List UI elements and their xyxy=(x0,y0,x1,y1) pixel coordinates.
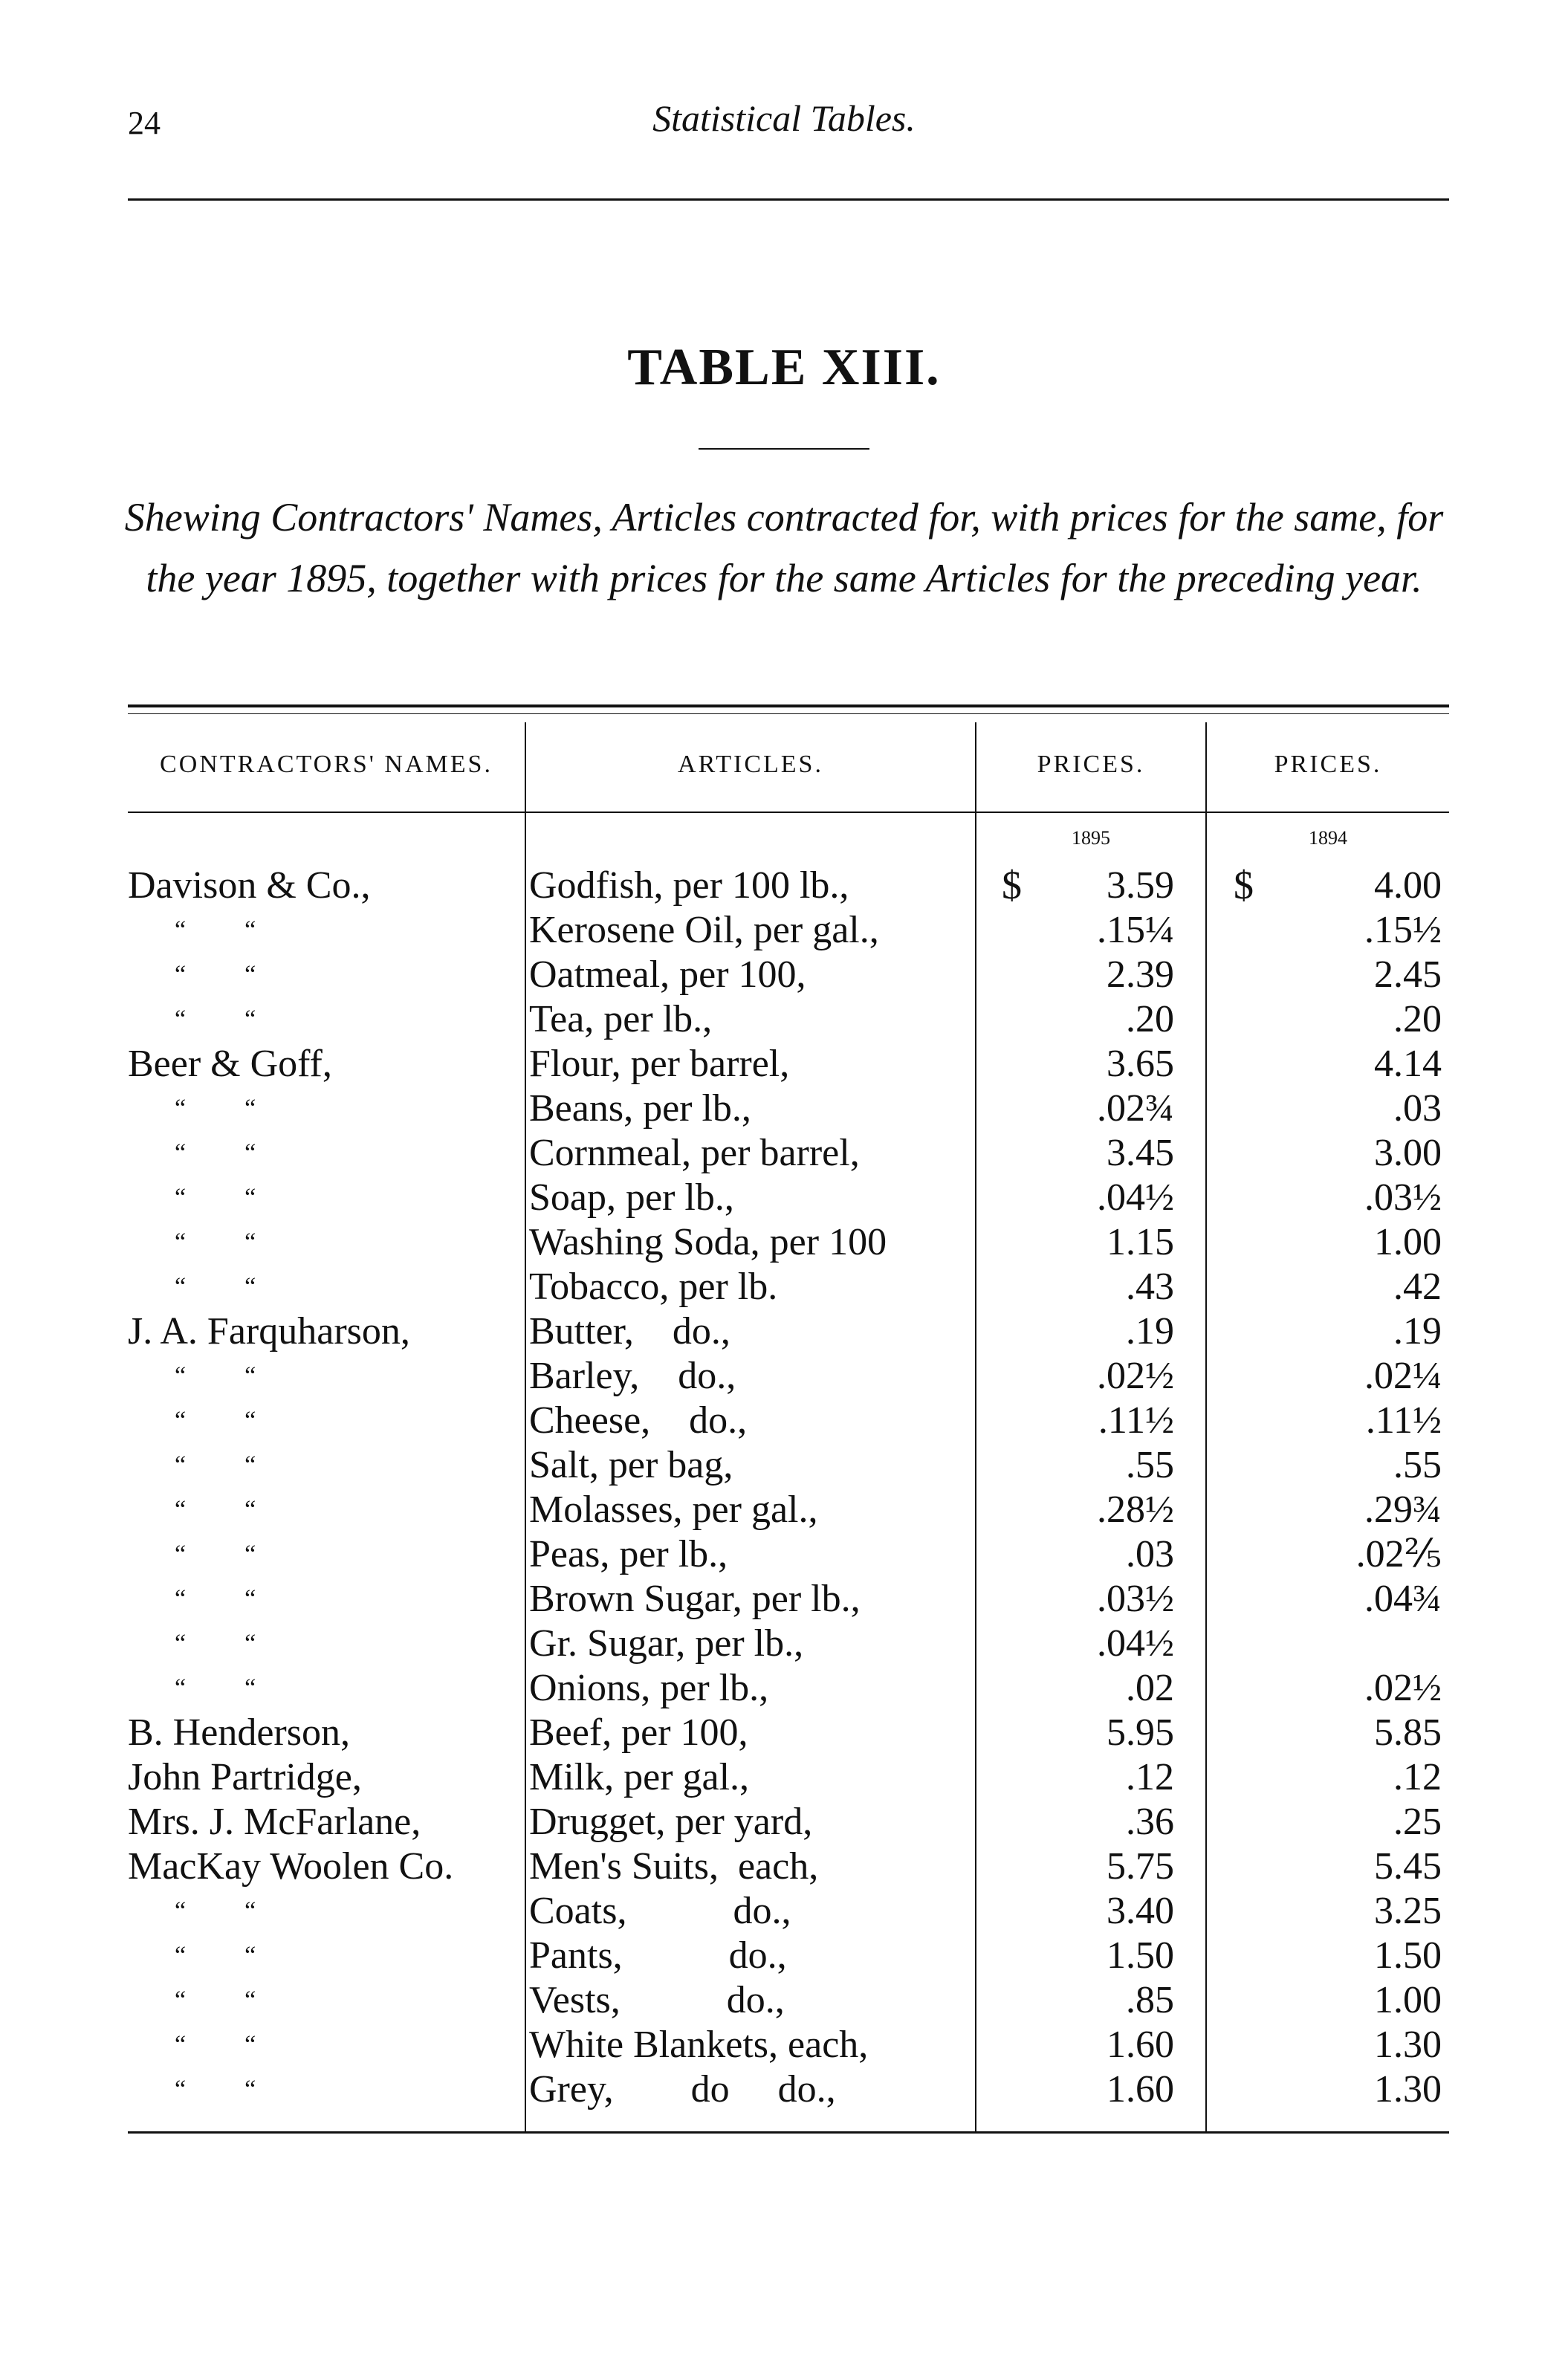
contractor-name: B. Henderson, xyxy=(128,1711,350,1754)
article: Beans, per lb., xyxy=(529,1087,751,1130)
article: Tobacco, per lb. xyxy=(529,1266,778,1308)
table-row xyxy=(0,1220,1568,1265)
contractor-name: “ “ xyxy=(175,1674,259,1702)
price-1894: 5.85 xyxy=(1374,1711,1442,1754)
price-1895: .11½ xyxy=(1098,1399,1174,1442)
contractor-name: “ “ xyxy=(175,1362,259,1390)
price-1894: .02½ xyxy=(1364,1667,1442,1709)
price-1895: .43 xyxy=(1126,1266,1174,1308)
table-row xyxy=(0,2023,1568,2067)
contractor-name: “ “ xyxy=(175,916,259,944)
price-1895: .85 xyxy=(1126,1979,1174,2021)
price-1894: .29¾ xyxy=(1364,1489,1442,1531)
contractor-name: J. A. Farquharson, xyxy=(128,1310,410,1353)
price-1894: .15½ xyxy=(1364,909,1442,951)
price-1895: 3.45 xyxy=(1107,1132,1174,1174)
contractor-name: “ “ xyxy=(175,961,259,988)
table-caption: Shewing Contractors' Names, Articles contracted for, with prices for the same, for the year 1895, together with prices for the same Articles for the preceding year. xyxy=(124,495,1444,600)
contractor-name: “ “ xyxy=(175,1496,259,1523)
price-1895: .55 xyxy=(1126,1444,1174,1486)
table-row xyxy=(0,1800,1568,1844)
price-1894: 3.00 xyxy=(1374,1132,1442,1174)
table-top-rule xyxy=(128,704,1449,707)
table-row xyxy=(0,1488,1568,1532)
price-1894: 1.00 xyxy=(1374,1979,1442,2021)
table-row xyxy=(0,1443,1568,1488)
article: Tea, per lb., xyxy=(529,998,713,1040)
table-row xyxy=(0,953,1568,997)
table-bottom-rule xyxy=(128,2131,1449,2134)
price-1895: .15¼ xyxy=(1097,909,1174,951)
article: Salt, per bag, xyxy=(529,1444,733,1486)
table-row xyxy=(0,1577,1568,1622)
contractor-name: MacKay Woolen Co. xyxy=(128,1845,454,1888)
price-1894: .20 xyxy=(1393,998,1442,1040)
table-row xyxy=(0,1086,1568,1131)
price-1895: .03 xyxy=(1126,1533,1174,1575)
contractor-name: Beer & Goff, xyxy=(128,1043,332,1085)
price-1895: 5.75 xyxy=(1107,1845,1174,1888)
contractor-name: “ “ xyxy=(175,1451,259,1479)
price-1895: 1.15 xyxy=(1107,1221,1174,1263)
article: Molasses, per gal., xyxy=(529,1489,818,1531)
price-1894: .42 xyxy=(1393,1266,1442,1308)
article: White Blankets, each, xyxy=(529,2024,869,2066)
header-articles: ARTICLES. xyxy=(678,751,823,778)
header-contractors-names: CONTRACTORS' NAMES. xyxy=(160,751,493,778)
article: Beef, per 100, xyxy=(529,1711,748,1754)
price-1894: 1.50 xyxy=(1374,1934,1442,1977)
price-1894: .12 xyxy=(1393,1756,1442,1798)
price-1895: .04½ xyxy=(1097,1622,1174,1665)
price-1894: 1.30 xyxy=(1374,2068,1442,2111)
table-top-rule-thin xyxy=(128,713,1449,714)
price-1895: .04½ xyxy=(1097,1176,1174,1219)
contractor-name: “ “ xyxy=(175,1986,259,2014)
table-row xyxy=(0,1755,1568,1800)
article: Cheese, do., xyxy=(529,1399,748,1442)
price-1895: .03½ xyxy=(1097,1578,1174,1620)
article: Flour, per barrel, xyxy=(529,1043,790,1085)
article: Butter, do., xyxy=(529,1310,730,1353)
table-row xyxy=(0,1042,1568,1086)
year-1895: 1895 xyxy=(1072,827,1110,849)
price-1895: 1.60 xyxy=(1107,2024,1174,2066)
price-1895: .02 xyxy=(1126,1667,1174,1709)
price-1895: .02½ xyxy=(1097,1355,1174,1397)
contractor-name: “ “ xyxy=(175,1897,259,1925)
price-1894: .19 xyxy=(1393,1310,1442,1353)
contractor-name: “ “ xyxy=(175,1407,259,1434)
article: Drugget, per yard, xyxy=(529,1801,813,1843)
title-rule xyxy=(699,448,869,450)
table-row xyxy=(0,1309,1568,1354)
price-1894: 5.45 xyxy=(1374,1845,1442,1888)
article: Men's Suits, each, xyxy=(529,1845,819,1888)
article: Gr. Sugar, per lb., xyxy=(529,1622,804,1665)
contractor-name: “ “ xyxy=(175,1139,259,1167)
article: Pants, do., xyxy=(529,1934,787,1977)
price-1895: 3.65 xyxy=(1107,1043,1174,1085)
contractor-name: Mrs. J. McFarlane, xyxy=(128,1801,421,1843)
header-bottom-rule xyxy=(128,812,1449,813)
contractor-name: “ “ xyxy=(175,2076,259,2103)
price-1895: .02¾ xyxy=(1097,1087,1174,1130)
contractor-name: “ “ xyxy=(175,1228,259,1256)
price-1894: .02⅖ xyxy=(1355,1533,1442,1575)
year-1894: 1894 xyxy=(1309,827,1347,849)
price-1894: 3.25 xyxy=(1374,1890,1442,1932)
article: Cornmeal, per barrel, xyxy=(529,1132,860,1174)
price-1894: .55 xyxy=(1393,1444,1442,1486)
contractor-name: John Partridge, xyxy=(128,1756,362,1798)
article: Peas, per lb., xyxy=(529,1533,728,1575)
contractor-name: “ “ xyxy=(175,1184,259,1211)
article: Godfish, per 100 lb., xyxy=(529,864,849,907)
article: Milk, per gal., xyxy=(529,1756,750,1798)
price-1894: .03 xyxy=(1393,1087,1442,1130)
price-1895: 3.59 xyxy=(1107,864,1174,907)
dollar-sign-1895: $ xyxy=(1002,863,1022,907)
table-row xyxy=(0,908,1568,953)
table-row xyxy=(0,1354,1568,1399)
table-row xyxy=(0,1399,1568,1443)
table-row xyxy=(0,1265,1568,1309)
table-row xyxy=(0,1131,1568,1176)
contractor-name: “ “ xyxy=(175,1273,259,1300)
table-row xyxy=(0,1978,1568,2023)
price-1894: .03½ xyxy=(1364,1176,1442,1219)
table-row xyxy=(0,1844,1568,1889)
header-prices-1895: PRICES. xyxy=(1037,751,1145,778)
table-row xyxy=(0,997,1568,1042)
price-1895: 2.39 xyxy=(1107,953,1174,996)
table-row xyxy=(0,1176,1568,1220)
running-head: Statistical Tables. xyxy=(652,97,916,139)
table-row xyxy=(0,1666,1568,1711)
table-row xyxy=(0,1532,1568,1577)
price-1894: 4.14 xyxy=(1374,1043,1442,1085)
contractor-name: “ “ xyxy=(175,1541,259,1568)
table-row xyxy=(0,864,1568,908)
price-1895: .20 xyxy=(1126,998,1174,1040)
price-1894: .04¾ xyxy=(1364,1578,1442,1620)
contractor-name: “ “ xyxy=(175,2031,259,2058)
table-title: TABLE XIII. xyxy=(627,339,941,396)
contractor-name: “ “ xyxy=(175,1630,259,1657)
article: Coats, do., xyxy=(529,1890,791,1932)
price-1894: 4.00 xyxy=(1374,864,1442,907)
price-1894: .02¼ xyxy=(1364,1355,1442,1397)
price-1895: .36 xyxy=(1126,1801,1174,1843)
article: Barley, do., xyxy=(529,1355,736,1397)
table-row xyxy=(0,1711,1568,1755)
article: Grey, do do., xyxy=(529,2068,836,2111)
table-row xyxy=(0,1934,1568,1978)
price-1894: .25 xyxy=(1393,1801,1442,1843)
header-rule xyxy=(128,198,1449,201)
contractor-name: “ “ xyxy=(175,1095,259,1122)
price-1895: 5.95 xyxy=(1107,1711,1174,1754)
table-row xyxy=(0,1889,1568,1934)
page-number: 24 xyxy=(128,105,161,141)
article: Kerosene Oil, per gal., xyxy=(529,909,879,951)
header-prices-1894: PRICES. xyxy=(1274,751,1382,778)
contractor-name: Davison & Co., xyxy=(128,864,371,907)
price-1895: .19 xyxy=(1126,1310,1174,1353)
price-1895: .28½ xyxy=(1097,1489,1174,1531)
article: Vests, do., xyxy=(529,1979,785,2021)
price-1895: 3.40 xyxy=(1107,1890,1174,1932)
table-row xyxy=(0,2067,1568,2112)
price-1894: 2.45 xyxy=(1374,953,1442,996)
dollar-sign-1894: $ xyxy=(1234,863,1254,907)
article: Brown Sugar, per lb., xyxy=(529,1578,861,1620)
price-1895: .12 xyxy=(1126,1756,1174,1798)
table-row xyxy=(0,1622,1568,1666)
article: Washing Soda, per 100 xyxy=(529,1221,887,1263)
contractor-name: “ “ xyxy=(175,1585,259,1613)
article: Soap, per lb., xyxy=(529,1176,734,1219)
price-1894: 1.00 xyxy=(1374,1221,1442,1263)
contractor-name: “ “ xyxy=(175,1942,259,1969)
price-1894: .11½ xyxy=(1365,1399,1442,1442)
price-1894: 1.30 xyxy=(1374,2024,1442,2066)
contractor-name: “ “ xyxy=(175,1005,259,1033)
price-1895: 1.60 xyxy=(1107,2068,1174,2111)
article: Onions, per lb., xyxy=(529,1667,769,1709)
price-1895: 1.50 xyxy=(1107,1934,1174,1977)
article: Oatmeal, per 100, xyxy=(529,953,806,996)
